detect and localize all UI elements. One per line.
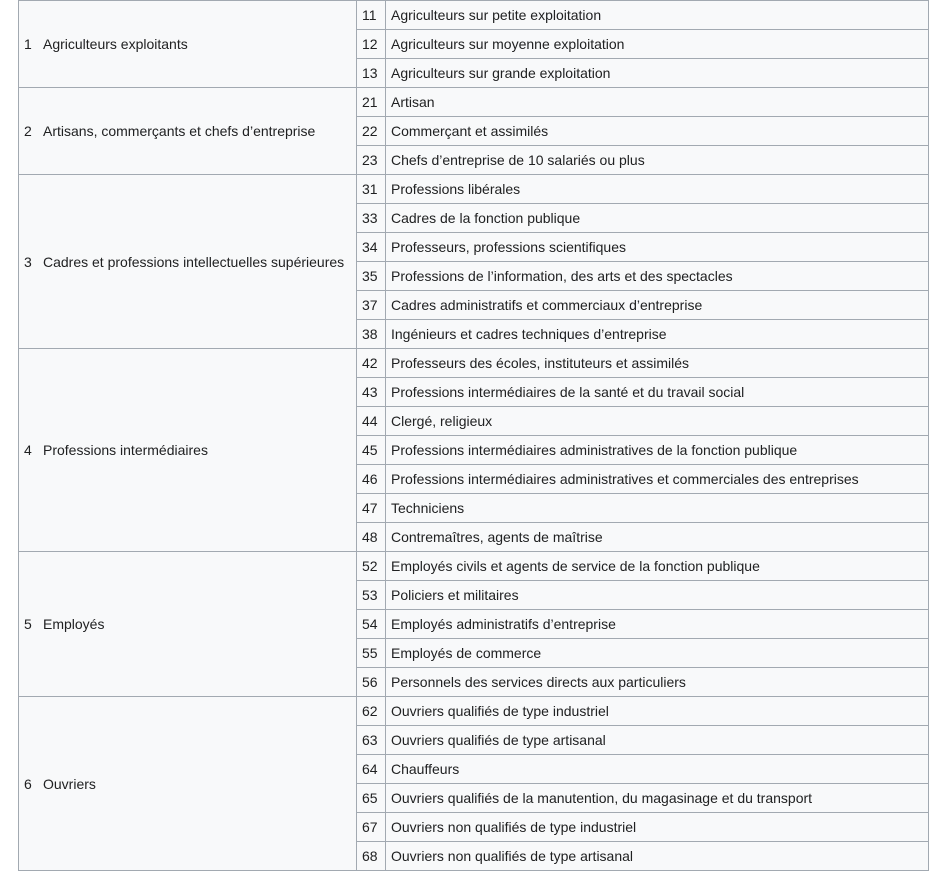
subgroup-name-cell: Professions intermédiaires de la santé et du travail social	[386, 378, 929, 407]
subgroup-name-cell: Clergé, religieux	[386, 407, 929, 436]
subgroup-name-cell: Chauffeurs	[386, 755, 929, 784]
subgroup-name-cell: Personnels des services directs aux particuliers	[386, 668, 929, 697]
subgroup-code-cell: 43	[357, 378, 386, 407]
subgroup-name-cell: Professions intermédiaires administratives et commerciales des entreprises	[386, 465, 929, 494]
group-name-cell: Ouvriers	[38, 697, 357, 871]
subgroup-name-cell: Cadres de la fonction publique	[386, 204, 929, 233]
subgroup-name-cell: Employés administratifs d’entreprise	[386, 610, 929, 639]
group-name-cell: Cadres et professions intellectuelles supérieures	[38, 175, 357, 349]
subgroup-name-cell: Cadres administratifs et commerciaux d’entreprise	[386, 291, 929, 320]
subgroup-name-cell: Ouvriers qualifiés de la manutention, du magasinage et du transport	[386, 784, 929, 813]
table-body	[19, 1, 929, 871]
subgroup-code-cell: 68	[357, 842, 386, 871]
subgroup-code-cell: 64	[357, 755, 386, 784]
table-row	[19, 552, 929, 581]
subgroup-code-cell: 56	[357, 668, 386, 697]
subgroup-code-cell: 45	[357, 436, 386, 465]
table-row	[19, 88, 929, 117]
subgroup-name-cell: Agriculteurs sur moyenne exploitation	[386, 30, 929, 59]
group-name-cell: Employés	[38, 552, 357, 697]
table-row	[19, 349, 929, 378]
subgroup-name-cell: Artisan	[386, 88, 929, 117]
subgroup-name-cell: Commerçant et assimilés	[386, 117, 929, 146]
subgroup-name-cell: Employés de commerce	[386, 639, 929, 668]
subgroup-name-cell: Professions intermédiaires administratives de la fonction publique	[386, 436, 929, 465]
group-code-cell: 4	[19, 349, 39, 552]
subgroup-code-cell: 63	[357, 726, 386, 755]
subgroup-code-cell: 48	[357, 523, 386, 552]
subgroup-code-cell: 67	[357, 813, 386, 842]
group-code-cell: 2	[19, 88, 39, 175]
subgroup-name-cell: Employés civils et agents de service de la fonction publique	[386, 552, 929, 581]
subgroup-name-cell: Policiers et militaires	[386, 581, 929, 610]
subgroup-code-cell: 47	[357, 494, 386, 523]
subgroup-name-cell: Agriculteurs sur grande exploitation	[386, 59, 929, 88]
subgroup-name-cell: Ouvriers qualifiés de type artisanal	[386, 726, 929, 755]
group-code-cell: 6	[19, 697, 39, 871]
subgroup-code-cell: 44	[357, 407, 386, 436]
subgroup-code-cell: 13	[357, 59, 386, 88]
subgroup-code-cell: 21	[357, 88, 386, 117]
subgroup-code-cell: 54	[357, 610, 386, 639]
subgroup-name-cell: Professions libérales	[386, 175, 929, 204]
subgroup-name-cell: Ouvriers qualifiés de type industriel	[386, 697, 929, 726]
table-row	[19, 1, 929, 30]
pcs-classification-table	[18, 0, 929, 871]
subgroup-name-cell: Professions de l’information, des arts et des spectacles	[386, 262, 929, 291]
table-row	[19, 175, 929, 204]
group-name-cell: Artisans, commerçants et chefs d’entreprise	[38, 88, 357, 175]
subgroup-code-cell: 38	[357, 320, 386, 349]
subgroup-code-cell: 33	[357, 204, 386, 233]
subgroup-name-cell: Contremaîtres, agents de maîtrise	[386, 523, 929, 552]
subgroup-name-cell: Techniciens	[386, 494, 929, 523]
subgroup-code-cell: 46	[357, 465, 386, 494]
subgroup-code-cell: 55	[357, 639, 386, 668]
group-code-cell: 1	[19, 1, 39, 88]
subgroup-name-cell: Professeurs des écoles, instituteurs et assimilés	[386, 349, 929, 378]
subgroup-code-cell: 62	[357, 697, 386, 726]
subgroup-code-cell: 53	[357, 581, 386, 610]
group-code-cell: 3	[19, 175, 39, 349]
subgroup-name-cell: Professeurs, professions scientifiques	[386, 233, 929, 262]
subgroup-code-cell: 22	[357, 117, 386, 146]
subgroup-code-cell: 31	[357, 175, 386, 204]
subgroup-code-cell: 52	[357, 552, 386, 581]
subgroup-code-cell: 23	[357, 146, 386, 175]
group-name-cell: Agriculteurs exploitants	[38, 1, 357, 88]
subgroup-name-cell: Ouvriers non qualifiés de type industriel	[386, 813, 929, 842]
subgroup-code-cell: 34	[357, 233, 386, 262]
subgroup-name-cell: Ingénieurs et cadres techniques d’entreprise	[386, 320, 929, 349]
subgroup-code-cell: 11	[357, 1, 386, 30]
table-row	[19, 697, 929, 726]
group-code-cell: 5	[19, 552, 39, 697]
subgroup-code-cell: 12	[357, 30, 386, 59]
group-name-cell: Professions intermédiaires	[38, 349, 357, 552]
subgroup-name-cell: Ouvriers non qualifiés de type artisanal	[386, 842, 929, 871]
subgroup-code-cell: 35	[357, 262, 386, 291]
subgroup-code-cell: 65	[357, 784, 386, 813]
subgroup-name-cell: Chefs d’entreprise de 10 salariés ou plus	[386, 146, 929, 175]
subgroup-name-cell: Agriculteurs sur petite exploitation	[386, 1, 929, 30]
subgroup-code-cell: 42	[357, 349, 386, 378]
subgroup-code-cell: 37	[357, 291, 386, 320]
